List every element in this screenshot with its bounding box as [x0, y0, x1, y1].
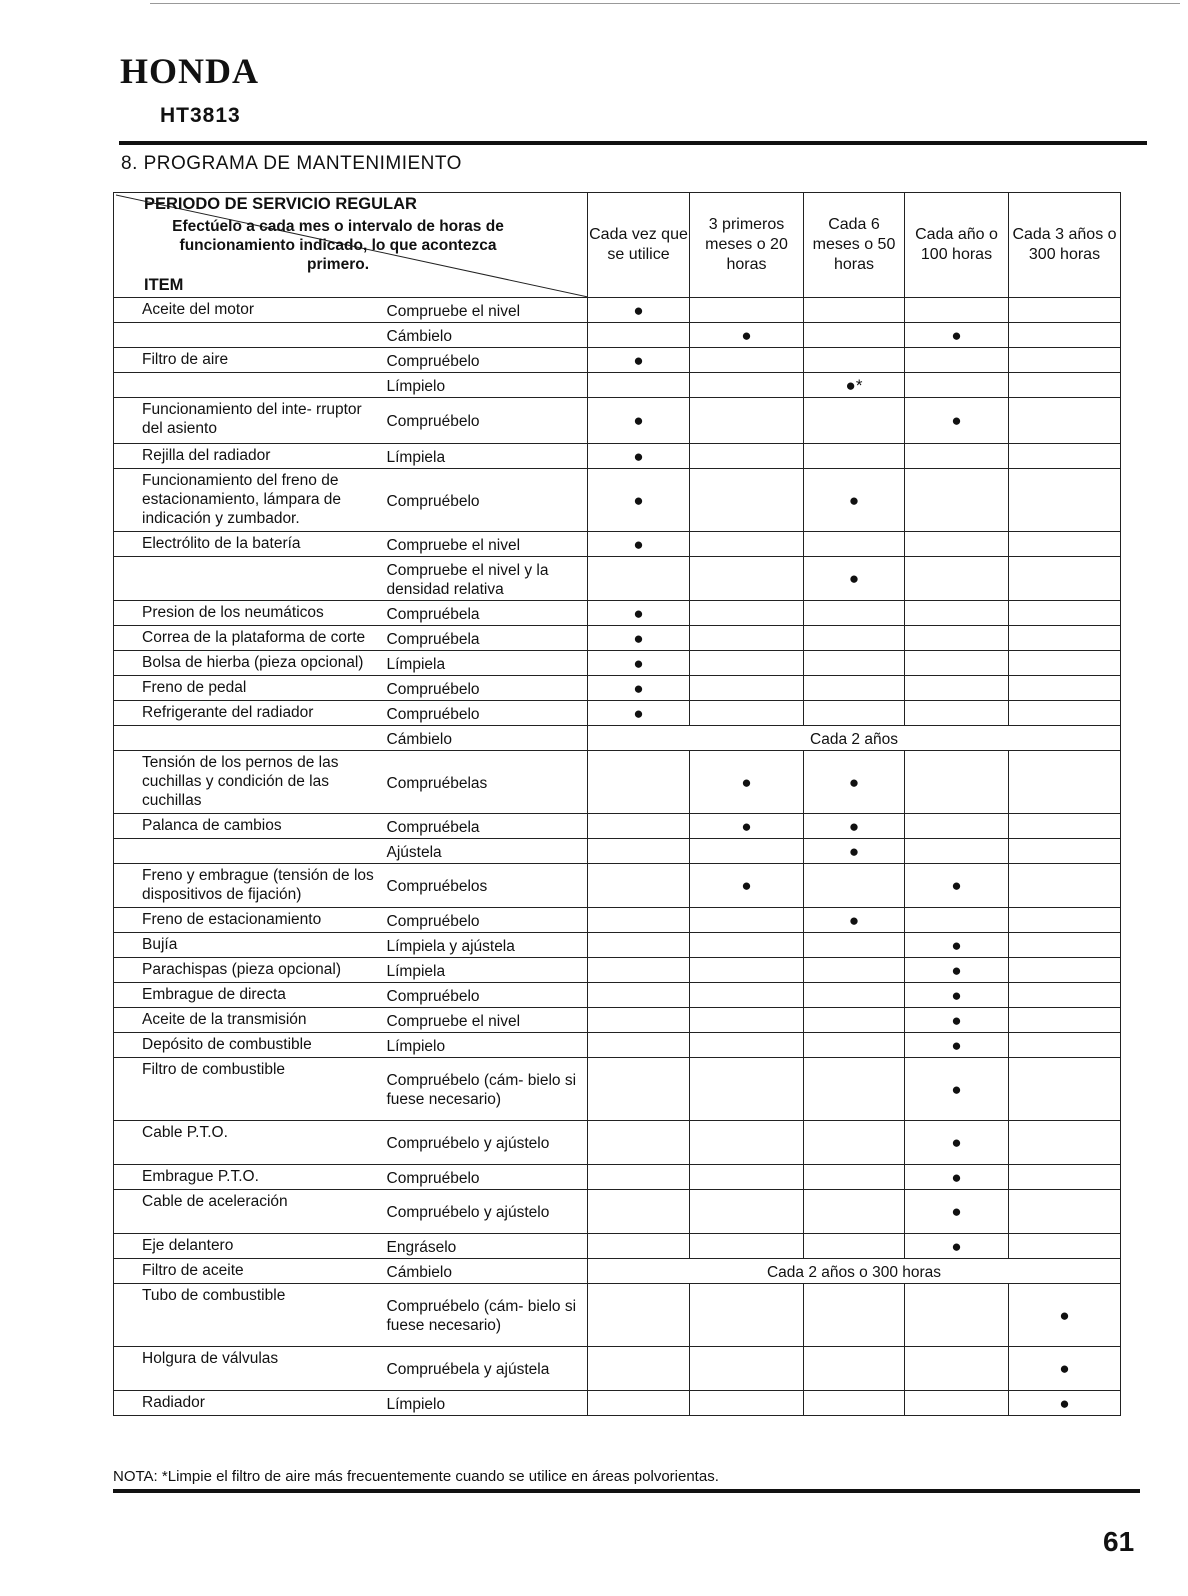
service-mark: ● [905, 933, 1009, 958]
action-cell: Compruébelo y ajústelo [387, 1121, 588, 1165]
empty-cell [588, 983, 690, 1008]
action-cell: Engráselo [387, 1234, 588, 1259]
empty-cell [1009, 601, 1121, 626]
empty-cell [1009, 676, 1121, 701]
table-row [114, 726, 1121, 751]
empty-cell [905, 751, 1009, 814]
empty-cell [588, 839, 690, 864]
action-cell: Compruebe el nivel [387, 1008, 588, 1033]
service-mark: ● [588, 444, 690, 469]
empty-cell [588, 908, 690, 933]
item-cell: Embrague de directa [114, 983, 387, 1008]
action-cell: Compruébela [387, 601, 588, 626]
table-body [114, 298, 1121, 1416]
brand-logo: HONDA [120, 51, 259, 91]
table-row [114, 601, 1121, 626]
service-mark: ● [905, 1033, 1009, 1058]
item-cell: Freno de estacionamiento [114, 908, 387, 933]
item-cell [114, 323, 387, 348]
service-mark: ● [905, 398, 1009, 444]
empty-cell [905, 814, 1009, 839]
table-row [114, 1234, 1121, 1259]
empty-cell [804, 933, 905, 958]
empty-cell [588, 373, 690, 398]
empty-cell [804, 626, 905, 651]
empty-cell [804, 864, 905, 908]
service-mark: ● [804, 557, 905, 601]
table-corner-cell [114, 193, 588, 298]
service-mark: ● [588, 348, 690, 373]
table-row [114, 1391, 1121, 1416]
empty-cell [1009, 532, 1121, 557]
empty-cell [804, 1165, 905, 1190]
empty-cell [804, 1033, 905, 1058]
empty-cell [1009, 651, 1121, 676]
empty-cell [804, 1391, 905, 1416]
empty-cell [1009, 398, 1121, 444]
action-cell: Compruebe el nivel y la densidad relativa [387, 557, 588, 601]
empty-cell [804, 298, 905, 323]
empty-cell [588, 1284, 690, 1347]
table-row [114, 1190, 1121, 1234]
action-cell: Compruébelo y ajústelo [387, 1190, 588, 1234]
service-mark: ● [905, 323, 1009, 348]
empty-cell [588, 958, 690, 983]
empty-cell [804, 1284, 905, 1347]
empty-cell [690, 532, 804, 557]
action-cell: Compruébela [387, 814, 588, 839]
service-mark: ● [588, 651, 690, 676]
action-cell: Compruébelo (cám- bielo si fuese necesario) [387, 1058, 588, 1121]
action-cell: Límpielo [387, 1033, 588, 1058]
action-cell: Límpielo [387, 373, 588, 398]
item-cell: Holgura de válvulas [114, 1347, 387, 1391]
action-cell: Compruébelo [387, 469, 588, 532]
item-cell: Cable P.T.O. [114, 1121, 387, 1165]
empty-cell [1009, 864, 1121, 908]
maintenance-table [113, 192, 1121, 1416]
empty-cell [804, 701, 905, 726]
action-cell: Límpiela [387, 651, 588, 676]
item-cell: Tensión de los pernos de las cuchillas y condición de las cuchillas [114, 751, 387, 814]
table-row [114, 933, 1121, 958]
empty-cell [905, 1391, 1009, 1416]
service-mark: ● [905, 1008, 1009, 1033]
empty-cell [905, 298, 1009, 323]
table-row [114, 839, 1121, 864]
empty-cell [804, 1190, 905, 1234]
service-mark: ● [905, 1234, 1009, 1259]
empty-cell [690, 1008, 804, 1033]
service-mark: ●* [804, 373, 905, 398]
empty-cell [690, 469, 804, 532]
action-cell: Compruébelo [387, 908, 588, 933]
table-row [114, 958, 1121, 983]
service-mark: ● [905, 1165, 1009, 1190]
service-mark: ● [588, 601, 690, 626]
model-name: HT3813 [160, 104, 241, 127]
service-mark: ● [804, 839, 905, 864]
table-row [114, 298, 1121, 323]
empty-cell [1009, 908, 1121, 933]
item-cell: Funcionamiento del freno de estacionamiento, lámpara de indicación y zumbador. [114, 469, 387, 532]
table-row [114, 444, 1121, 469]
empty-cell [690, 601, 804, 626]
item-cell: Correa de la plataforma de corte [114, 626, 387, 651]
item-cell: Cable de aceleración [114, 1190, 387, 1234]
empty-cell [1009, 983, 1121, 1008]
item-cell: Funcionamiento del inte- rruptor del asiento [114, 398, 387, 444]
empty-cell [690, 983, 804, 1008]
empty-cell [905, 908, 1009, 933]
empty-cell [905, 626, 1009, 651]
empty-cell [804, 1008, 905, 1033]
empty-cell [690, 444, 804, 469]
service-mark: ● [905, 958, 1009, 983]
action-cell: Cámbielo [387, 323, 588, 348]
action-cell: Compruébela y ajústela [387, 1347, 588, 1391]
service-mark: ● [690, 751, 804, 814]
empty-cell [690, 651, 804, 676]
item-cell [114, 726, 387, 751]
empty-cell [1009, 839, 1121, 864]
item-cell: Freno de pedal [114, 676, 387, 701]
item-cell: Electrólito de la batería [114, 532, 387, 557]
service-mark: ● [905, 1190, 1009, 1234]
empty-cell [905, 373, 1009, 398]
action-cell: Compruébelo [387, 348, 588, 373]
table-row [114, 626, 1121, 651]
empty-cell [588, 814, 690, 839]
section-title: 8. PROGRAMA DE MANTENIMIENTO [121, 153, 462, 174]
empty-cell [588, 1190, 690, 1234]
action-cell: Compruébelos [387, 864, 588, 908]
empty-cell [905, 469, 1009, 532]
item-cell: Presion de los neumáticos [114, 601, 387, 626]
service-mark: ● [588, 676, 690, 701]
empty-cell [1009, 814, 1121, 839]
table-row [114, 1121, 1121, 1165]
table-row [114, 1008, 1121, 1033]
empty-cell [804, 1058, 905, 1121]
service-mark: ● [905, 864, 1009, 908]
empty-cell [1009, 1234, 1121, 1259]
service-mark: ● [804, 751, 905, 814]
action-cell: Compruébelo [387, 983, 588, 1008]
column-header: Cada año o 100 horas [905, 193, 1009, 298]
interval-note-cell: Cada 2 años o 300 horas [588, 1259, 1121, 1284]
item-cell [114, 839, 387, 864]
service-mark: ● [804, 469, 905, 532]
empty-cell [588, 751, 690, 814]
table-row [114, 676, 1121, 701]
service-mark: ● [690, 864, 804, 908]
empty-cell [588, 1121, 690, 1165]
empty-cell [905, 676, 1009, 701]
empty-cell [690, 1058, 804, 1121]
empty-cell [905, 444, 1009, 469]
empty-cell [588, 1033, 690, 1058]
action-cell: Compruebe el nivel [387, 532, 588, 557]
empty-cell [905, 701, 1009, 726]
table-row [114, 373, 1121, 398]
empty-cell [905, 651, 1009, 676]
empty-cell [1009, 933, 1121, 958]
empty-cell [804, 398, 905, 444]
empty-cell [690, 1190, 804, 1234]
empty-cell [588, 1165, 690, 1190]
empty-cell [690, 1165, 804, 1190]
empty-cell [804, 444, 905, 469]
table-row [114, 814, 1121, 839]
empty-cell [1009, 1121, 1121, 1165]
table-header-row [114, 193, 1121, 298]
empty-cell [588, 323, 690, 348]
empty-cell [1009, 626, 1121, 651]
empty-cell [690, 557, 804, 601]
action-cell: Límpielo [387, 1391, 588, 1416]
empty-cell [1009, 958, 1121, 983]
service-mark: ● [905, 983, 1009, 1008]
item-cell: Bolsa de hierba (pieza opcional) [114, 651, 387, 676]
table-row [114, 1033, 1121, 1058]
table-row [114, 1259, 1121, 1284]
service-mark: ● [588, 532, 690, 557]
service-mark: ● [690, 814, 804, 839]
action-cell: Compruébelas [387, 751, 588, 814]
empty-cell [905, 839, 1009, 864]
empty-cell [690, 1347, 804, 1391]
column-header: Cada 3 años o 300 horas [1009, 193, 1121, 298]
period-label: PERIODO DE SERVICIO REGULAR [144, 195, 417, 213]
item-cell: Parachispas (pieza opcional) [114, 958, 387, 983]
empty-cell [690, 701, 804, 726]
empty-cell [588, 1347, 690, 1391]
empty-cell [1009, 1165, 1121, 1190]
empty-cell [804, 958, 905, 983]
service-mark: ● [804, 908, 905, 933]
service-mark: ● [1009, 1284, 1121, 1347]
empty-cell [804, 983, 905, 1008]
action-cell: Límpiela [387, 958, 588, 983]
page-number: 61 [1103, 1526, 1135, 1557]
empty-cell [690, 1234, 804, 1259]
table-row [114, 1347, 1121, 1391]
footer-divider [113, 1489, 1140, 1493]
empty-cell [690, 1033, 804, 1058]
empty-cell [588, 933, 690, 958]
empty-cell [1009, 1033, 1121, 1058]
empty-cell [1009, 298, 1121, 323]
item-cell: Tubo de combustible [114, 1284, 387, 1347]
table-row [114, 348, 1121, 373]
service-mark: ● [804, 814, 905, 839]
item-cell: Filtro de aire [114, 348, 387, 373]
empty-cell [690, 298, 804, 323]
table-row [114, 469, 1121, 532]
column-header: Cada 6 meses o 50 horas [804, 193, 905, 298]
empty-cell [804, 601, 905, 626]
table-row [114, 864, 1121, 908]
table-row [114, 532, 1121, 557]
item-cell: Eje delantero [114, 1234, 387, 1259]
service-mark: ● [905, 1058, 1009, 1121]
item-cell: Depósito de combustible [114, 1033, 387, 1058]
table-row [114, 323, 1121, 348]
table-row [114, 651, 1121, 676]
table-row [114, 1284, 1121, 1347]
item-cell: Radiador [114, 1391, 387, 1416]
table-row [114, 908, 1121, 933]
service-mark: ● [588, 298, 690, 323]
item-cell [114, 373, 387, 398]
action-cell: Límpiela [387, 444, 588, 469]
header-divider [119, 141, 1147, 145]
empty-cell [588, 1008, 690, 1033]
empty-cell [1009, 444, 1121, 469]
item-cell: Palanca de cambios [114, 814, 387, 839]
empty-cell [1009, 469, 1121, 532]
table-row [114, 398, 1121, 444]
empty-cell [1009, 348, 1121, 373]
empty-cell [804, 1121, 905, 1165]
empty-cell [1009, 1190, 1121, 1234]
column-header: 3 primeros meses o 20 horas [690, 193, 804, 298]
empty-cell [905, 601, 1009, 626]
empty-cell [1009, 751, 1121, 814]
action-cell: Cámbielo [387, 1259, 588, 1284]
column-header: Cada vez que se utilice [588, 193, 690, 298]
empty-cell [588, 864, 690, 908]
empty-cell [690, 398, 804, 444]
empty-cell [804, 651, 905, 676]
empty-cell [690, 1284, 804, 1347]
empty-cell [690, 1121, 804, 1165]
table-row [114, 1165, 1121, 1190]
empty-cell [690, 839, 804, 864]
service-mark: ● [588, 626, 690, 651]
item-cell: Bujía [114, 933, 387, 958]
empty-cell [588, 1391, 690, 1416]
empty-cell [905, 557, 1009, 601]
empty-cell [905, 348, 1009, 373]
action-cell: Compruébelo (cám- bielo si fuese necesario) [387, 1284, 588, 1347]
item-cell: Filtro de combustible [114, 1058, 387, 1121]
item-cell: Refrigerante del radiador [114, 701, 387, 726]
period-instructions: Efectúelo a cada mes o intervalo de horas de funcionamiento indicado, lo que acontezca primero. [172, 218, 504, 273]
service-mark: ● [588, 469, 690, 532]
empty-cell [690, 908, 804, 933]
empty-cell [588, 1234, 690, 1259]
item-cell: Filtro de aceite [114, 1259, 387, 1284]
table-row [114, 751, 1121, 814]
service-mark: ● [1009, 1391, 1121, 1416]
service-mark: ● [1009, 1347, 1121, 1391]
empty-cell [588, 557, 690, 601]
item-cell [114, 557, 387, 601]
action-cell: Compruébela [387, 626, 588, 651]
empty-cell [804, 1234, 905, 1259]
empty-cell [690, 958, 804, 983]
empty-cell [588, 1058, 690, 1121]
empty-cell [690, 933, 804, 958]
service-mark: ● [588, 398, 690, 444]
service-mark: ● [905, 1121, 1009, 1165]
empty-cell [1009, 373, 1121, 398]
service-mark: ● [690, 323, 804, 348]
empty-cell [804, 1347, 905, 1391]
table-row [114, 1058, 1121, 1121]
item-cell: Aceite del motor [114, 298, 387, 323]
item-cell: Embrague P.T.O. [114, 1165, 387, 1190]
footnote: NOTA: *Limpie el filtro de aire más frecuentemente cuando se utilice en áreas polvorientas. [113, 1468, 719, 1485]
empty-cell [804, 348, 905, 373]
top-rule [150, 3, 1180, 4]
action-cell: Cámbielo [387, 726, 588, 751]
empty-cell [690, 1391, 804, 1416]
action-cell: Compruébelo [387, 398, 588, 444]
item-cell: Aceite de la transmisión [114, 1008, 387, 1033]
interval-note-cell: Cada 2 años [588, 726, 1121, 751]
table-row [114, 557, 1121, 601]
action-cell: Compruébelo [387, 676, 588, 701]
empty-cell [1009, 323, 1121, 348]
action-cell: Compruébelo [387, 701, 588, 726]
empty-cell [1009, 1008, 1121, 1033]
item-cell: Freno y embrague (tensión de los dispositivos de fijación) [114, 864, 387, 908]
table-row [114, 701, 1121, 726]
empty-cell [690, 626, 804, 651]
empty-cell [905, 1347, 1009, 1391]
action-cell: Compruebe el nivel [387, 298, 588, 323]
empty-cell [804, 532, 905, 557]
empty-cell [905, 1284, 1009, 1347]
action-cell: Límpiela y ajústela [387, 933, 588, 958]
empty-cell [1009, 701, 1121, 726]
empty-cell [804, 676, 905, 701]
service-mark: ● [588, 701, 690, 726]
empty-cell [690, 676, 804, 701]
empty-cell [690, 348, 804, 373]
action-cell: Compruébelo [387, 1165, 588, 1190]
empty-cell [690, 373, 804, 398]
action-cell: Ajústela [387, 839, 588, 864]
empty-cell [804, 323, 905, 348]
item-cell: Rejilla del radiador [114, 444, 387, 469]
empty-cell [1009, 1058, 1121, 1121]
empty-cell [905, 532, 1009, 557]
item-label: ITEM [144, 276, 184, 294]
table-row [114, 983, 1121, 1008]
empty-cell [1009, 557, 1121, 601]
